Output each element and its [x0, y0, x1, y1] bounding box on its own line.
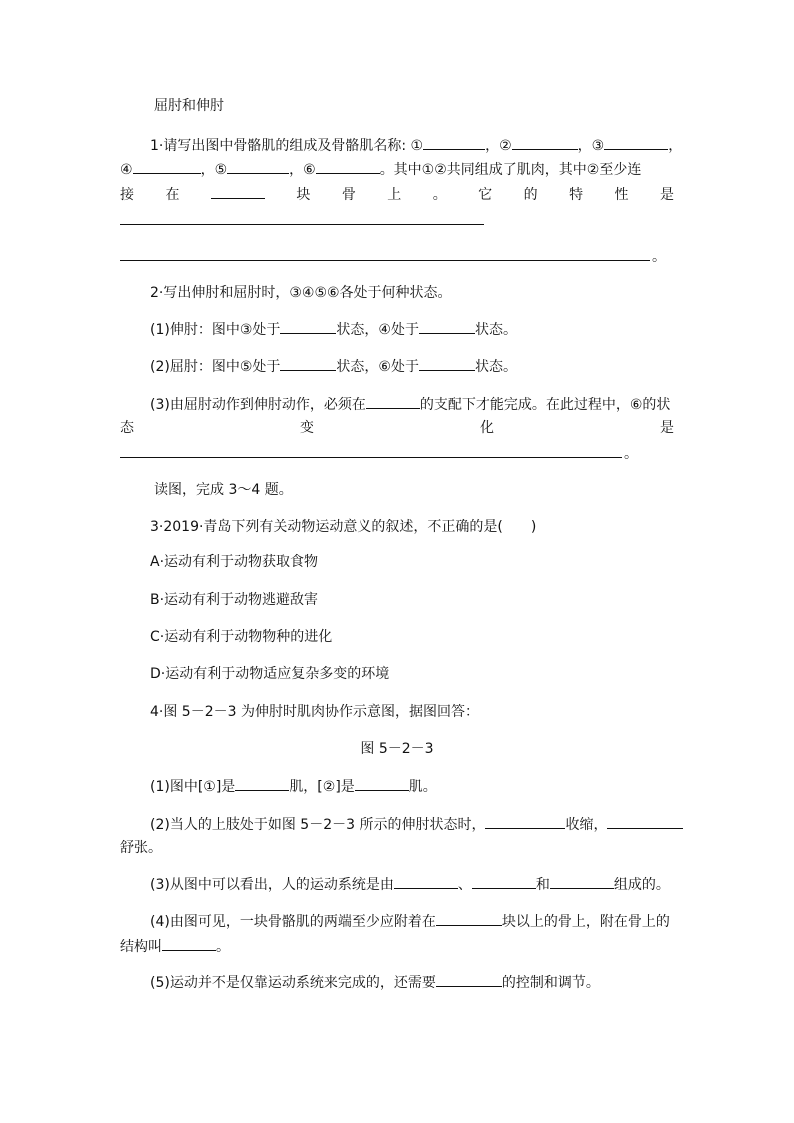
q4-part5: (5)运动并不是仅靠运动系统来完成的，还需要 的控制和调节。: [150, 972, 600, 993]
q2-stem: 2·写出伸肘和屈肘时，③④⑤⑥各处于何种状态。: [150, 285, 452, 301]
q2-blank-1[interactable]: [280, 319, 336, 334]
q4-blank-3[interactable]: [485, 814, 565, 829]
q2-part1: (1)伸肘：图中③处于 状态，④处于 状态。: [150, 319, 517, 340]
q4-blank-9[interactable]: [162, 936, 216, 951]
q1-line2: ④ ，⑤ ，⑥ 。其中①②共同组成了肌肉，其中②至少连: [120, 159, 641, 180]
q4-part4-line2: 结构叫 。: [120, 936, 230, 957]
q2-part3-line2: 态 变 化 是: [120, 420, 674, 436]
figure-caption: 图 5－2－3: [360, 741, 434, 757]
q4-blank-8[interactable]: [436, 911, 502, 926]
q2-blank-5[interactable]: [366, 394, 420, 409]
q1-line1: 1·请写出图中骨骼肌的组成及骨骼肌名称: ① ，② ，③ ，: [150, 135, 682, 156]
q2-end-mark: 。: [624, 446, 638, 462]
q4-part4: (4)由图可见，一块骨骼肌的两端至少应附着在 块以上的骨上，附在骨上的: [150, 911, 670, 932]
q4-blank-1[interactable]: [235, 776, 289, 791]
section-title: 屈肘和伸肘: [154, 98, 224, 114]
q2-blank-3[interactable]: [280, 356, 336, 371]
q1-blank-5[interactable]: [227, 159, 289, 174]
q1-answer-line-2[interactable]: [120, 260, 650, 261]
q4-part1: (1)图中[①]是 肌，[②]是 肌。: [150, 776, 437, 797]
q4-blank-10[interactable]: [436, 972, 502, 987]
q2-part2: (2)屈肘：图中⑤处于 状态，⑥处于 状态。: [150, 356, 517, 377]
q3-option-b[interactable]: B·运动有利于动物逃避敌害: [150, 592, 319, 608]
q3-option-c[interactable]: C·运动有利于动物物种的进化: [150, 629, 333, 645]
q1-line3: 接 在 块 骨 上 。 它 的 特 性 是: [120, 184, 674, 205]
q1-blank-1[interactable]: [423, 135, 485, 150]
q1-blank-6[interactable]: [316, 159, 380, 174]
q4-part2: (2)当人的上肢处于如图 5－2－3 所示的伸肘状态时， 收缩，: [150, 814, 683, 835]
q1-blank-4[interactable]: [133, 159, 201, 174]
q3-option-a[interactable]: A·运动有利于动物获取食物: [150, 554, 319, 570]
q3-stem: 3·2019·青岛下列有关动物运动意义的叙述，不正确的是( ): [150, 519, 537, 535]
q4-blank-5[interactable]: [394, 874, 458, 889]
q4-stem: 4·图 5－2－3 为伸肘时肌肉协作示意图，据图回答：: [150, 704, 479, 720]
q2-part3: (3)由屈肘动作到伸肘动作，必须在 的支配下才能完成。在此过程中，⑥的状: [150, 394, 670, 415]
q1-answer-line-1[interactable]: [120, 224, 484, 225]
q4-blank-2[interactable]: [355, 776, 409, 791]
q1-blank-3[interactable]: [604, 135, 668, 150]
q1-blank-7[interactable]: [211, 184, 265, 199]
read-prompt: 读图，完成 3～4 题。: [154, 482, 293, 498]
q3-option-d[interactable]: D·运动有利于动物适应复杂多变的环境: [150, 666, 390, 682]
q4-blank-6[interactable]: [472, 874, 536, 889]
q1-end-mark: 。: [652, 249, 666, 265]
q4-part2-line2: 舒张。: [120, 840, 162, 856]
q2-blank-4[interactable]: [419, 356, 475, 371]
q4-blank-4[interactable]: [607, 814, 683, 829]
q4-blank-7[interactable]: [550, 874, 614, 889]
q4-part3: (3)从图中可以看出，人的运动系统是由 、 和 组成的。: [150, 874, 670, 895]
q2-blank-2[interactable]: [419, 319, 475, 334]
q2-answer-line[interactable]: [120, 457, 622, 458]
q1-blank-2[interactable]: [512, 135, 578, 150]
